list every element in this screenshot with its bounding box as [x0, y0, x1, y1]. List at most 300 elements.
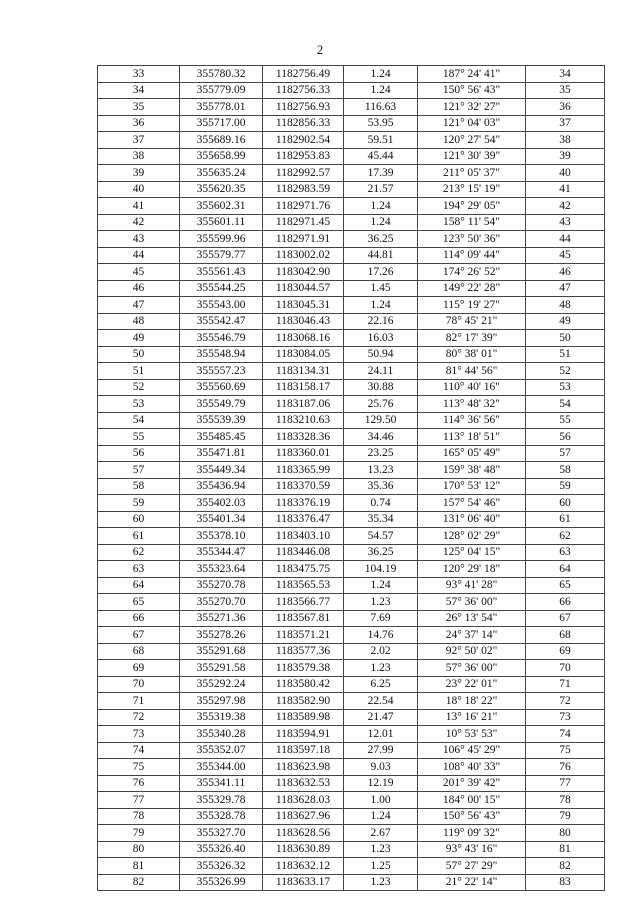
bearing-cell: 57° 36' 00" — [418, 660, 526, 677]
y-coordinate-cell: 1183628.56 — [263, 825, 344, 842]
point-number-cell: 55 — [98, 429, 180, 446]
point-number-cell: 70 — [98, 676, 180, 693]
x-coordinate-cell: 355292.24 — [180, 676, 263, 693]
bearing-cell: 57° 36' 00" — [418, 594, 526, 611]
bearing-cell: 165° 05' 49" — [418, 445, 526, 462]
bearing-cell: 10° 53' 53" — [418, 726, 526, 743]
bearing-cell: 211° 05' 37" — [418, 165, 526, 182]
point-number-cell: 69 — [98, 660, 180, 677]
y-coordinate-cell: 1183210.63 — [263, 412, 344, 429]
x-coordinate-cell: 355449.34 — [180, 462, 263, 479]
y-coordinate-cell: 1183475.75 — [263, 561, 344, 578]
point-number-cell: 81 — [98, 858, 180, 875]
bearing-cell: 158° 11' 54" — [418, 214, 526, 231]
point-number-cell: 68 — [98, 643, 180, 660]
y-coordinate-cell: 1183632.53 — [263, 775, 344, 792]
next-point-number-cell: 51 — [526, 346, 605, 363]
next-point-number-cell: 52 — [526, 363, 605, 380]
point-number-cell: 56 — [98, 445, 180, 462]
bearing-cell: 24° 37' 14" — [418, 627, 526, 644]
table-row — [98, 313, 605, 330]
y-coordinate-cell: 1183376.19 — [263, 495, 344, 512]
distance-cell: 1.00 — [344, 792, 418, 809]
next-point-number-cell: 67 — [526, 610, 605, 627]
next-point-number-cell: 80 — [526, 825, 605, 842]
y-coordinate-cell: 1183187.06 — [263, 396, 344, 413]
table-row — [98, 841, 605, 858]
point-number-cell: 35 — [98, 99, 180, 116]
distance-cell: 1.25 — [344, 858, 418, 875]
next-point-number-cell: 64 — [526, 561, 605, 578]
bearing-cell: 80° 38' 01" — [418, 346, 526, 363]
next-point-number-cell: 39 — [526, 148, 605, 165]
next-point-number-cell: 77 — [526, 775, 605, 792]
point-number-cell: 77 — [98, 792, 180, 809]
bearing-cell: 121° 30' 39" — [418, 148, 526, 165]
table-row — [98, 825, 605, 842]
point-number-cell: 54 — [98, 412, 180, 429]
y-coordinate-cell: 1183403.10 — [263, 528, 344, 545]
table-row — [98, 792, 605, 809]
distance-cell: 14.76 — [344, 627, 418, 644]
y-coordinate-cell: 1182971.76 — [263, 198, 344, 215]
distance-cell: 1.24 — [344, 808, 418, 825]
distance-cell: 104.19 — [344, 561, 418, 578]
table-row — [98, 643, 605, 660]
table-row — [98, 346, 605, 363]
next-point-number-cell: 72 — [526, 693, 605, 710]
y-coordinate-cell: 1183589.98 — [263, 709, 344, 726]
y-coordinate-cell: 1183084.05 — [263, 346, 344, 363]
distance-cell: 50.94 — [344, 346, 418, 363]
table-row — [98, 495, 605, 512]
next-point-number-cell: 40 — [526, 165, 605, 182]
next-point-number-cell: 48 — [526, 297, 605, 314]
bearing-cell: 82° 17' 39" — [418, 330, 526, 347]
y-coordinate-cell: 1183632.12 — [263, 858, 344, 875]
x-coordinate-cell: 355326.40 — [180, 841, 263, 858]
x-coordinate-cell: 355539.39 — [180, 412, 263, 429]
distance-cell: 1.24 — [344, 66, 418, 83]
point-number-cell: 51 — [98, 363, 180, 380]
table-row — [98, 429, 605, 446]
y-coordinate-cell: 1183565.53 — [263, 577, 344, 594]
bearing-cell: 13° 16' 21" — [418, 709, 526, 726]
x-coordinate-cell: 355319.38 — [180, 709, 263, 726]
distance-cell: 0.74 — [344, 495, 418, 512]
next-point-number-cell: 81 — [526, 841, 605, 858]
bearing-cell: 115° 19' 27" — [418, 297, 526, 314]
y-coordinate-cell: 1183567.81 — [263, 610, 344, 627]
bearing-cell: 121° 32' 27" — [418, 99, 526, 116]
distance-cell: 116.63 — [344, 99, 418, 116]
distance-cell: 1.24 — [344, 577, 418, 594]
bearing-cell: 119° 09' 32" — [418, 825, 526, 842]
table-row — [98, 462, 605, 479]
point-number-cell: 44 — [98, 247, 180, 264]
bearing-cell: 121° 04' 03" — [418, 115, 526, 132]
x-coordinate-cell: 355549.79 — [180, 396, 263, 413]
table-row — [98, 363, 605, 380]
point-number-cell: 53 — [98, 396, 180, 413]
y-coordinate-cell: 1182971.45 — [263, 214, 344, 231]
next-point-number-cell: 75 — [526, 742, 605, 759]
distance-cell: 59.51 — [344, 132, 418, 149]
distance-cell: 30.88 — [344, 379, 418, 396]
y-coordinate-cell: 1183446.08 — [263, 544, 344, 561]
point-number-cell: 57 — [98, 462, 180, 479]
x-coordinate-cell: 355599.96 — [180, 231, 263, 248]
next-point-number-cell: 43 — [526, 214, 605, 231]
next-point-number-cell: 66 — [526, 594, 605, 611]
y-coordinate-cell: 1183566.77 — [263, 594, 344, 611]
point-number-cell: 74 — [98, 742, 180, 759]
x-coordinate-cell: 355780.32 — [180, 66, 263, 83]
x-coordinate-cell: 355297.98 — [180, 693, 263, 710]
table-row — [98, 577, 605, 594]
bearing-cell: 78° 45' 21" — [418, 313, 526, 330]
x-coordinate-cell: 355543.00 — [180, 297, 263, 314]
table-row — [98, 148, 605, 165]
point-number-cell: 67 — [98, 627, 180, 644]
y-coordinate-cell: 1183360.01 — [263, 445, 344, 462]
bearing-cell: 120° 29' 18" — [418, 561, 526, 578]
table-row — [98, 775, 605, 792]
table-row — [98, 247, 605, 264]
next-point-number-cell: 45 — [526, 247, 605, 264]
point-number-cell: 79 — [98, 825, 180, 842]
x-coordinate-cell: 355635.24 — [180, 165, 263, 182]
table-row — [98, 99, 605, 116]
x-coordinate-cell: 355542.47 — [180, 313, 263, 330]
point-number-cell: 42 — [98, 214, 180, 231]
bearing-cell: 108° 40' 33" — [418, 759, 526, 776]
x-coordinate-cell: 355328.78 — [180, 808, 263, 825]
table-row — [98, 660, 605, 677]
point-number-cell: 75 — [98, 759, 180, 776]
point-number-cell: 39 — [98, 165, 180, 182]
table-row — [98, 396, 605, 413]
x-coordinate-cell: 355326.99 — [180, 874, 263, 891]
bearing-cell: 194° 29' 05" — [418, 198, 526, 215]
distance-cell: 23.25 — [344, 445, 418, 462]
table-row — [98, 66, 605, 83]
y-coordinate-cell: 1183046.43 — [263, 313, 344, 330]
next-point-number-cell: 71 — [526, 676, 605, 693]
y-coordinate-cell: 1183045.31 — [263, 297, 344, 314]
bearing-cell: 150° 56' 43" — [418, 808, 526, 825]
next-point-number-cell: 58 — [526, 462, 605, 479]
y-coordinate-cell: 1182756.93 — [263, 99, 344, 116]
point-number-cell: 33 — [98, 66, 180, 83]
x-coordinate-cell: 355471.81 — [180, 445, 263, 462]
x-coordinate-cell: 355270.70 — [180, 594, 263, 611]
bearing-cell: 174° 26' 52" — [418, 264, 526, 281]
bearing-cell: 110° 40' 16" — [418, 379, 526, 396]
y-coordinate-cell: 1183597.18 — [263, 742, 344, 759]
y-coordinate-cell: 1182856.33 — [263, 115, 344, 132]
bearing-cell: 125° 04' 15" — [418, 544, 526, 561]
y-coordinate-cell: 1183158.17 — [263, 379, 344, 396]
table-row — [98, 214, 605, 231]
table-row — [98, 693, 605, 710]
x-coordinate-cell: 355658.99 — [180, 148, 263, 165]
distance-cell: 9.03 — [344, 759, 418, 776]
next-point-number-cell: 38 — [526, 132, 605, 149]
table-row — [98, 610, 605, 627]
distance-cell: 1.23 — [344, 594, 418, 611]
next-point-number-cell: 65 — [526, 577, 605, 594]
point-number-cell: 36 — [98, 115, 180, 132]
y-coordinate-cell: 1183627.96 — [263, 808, 344, 825]
bearing-cell: 57° 27' 29" — [418, 858, 526, 875]
next-point-number-cell: 56 — [526, 429, 605, 446]
next-point-number-cell: 34 — [526, 66, 605, 83]
next-point-number-cell: 69 — [526, 643, 605, 660]
x-coordinate-cell: 355579.77 — [180, 247, 263, 264]
table-row — [98, 874, 605, 891]
next-point-number-cell: 36 — [526, 99, 605, 116]
x-coordinate-cell: 355327.70 — [180, 825, 263, 842]
distance-cell: 44.81 — [344, 247, 418, 264]
y-coordinate-cell: 1183328.36 — [263, 429, 344, 446]
next-point-number-cell: 46 — [526, 264, 605, 281]
y-coordinate-cell: 1183577.36 — [263, 643, 344, 660]
table-row — [98, 264, 605, 281]
x-coordinate-cell: 355402.03 — [180, 495, 263, 512]
distance-cell: 24.11 — [344, 363, 418, 380]
point-number-cell: 66 — [98, 610, 180, 627]
next-point-number-cell: 59 — [526, 478, 605, 495]
distance-cell: 22.54 — [344, 693, 418, 710]
bearing-cell: 159° 38' 48" — [418, 462, 526, 479]
y-coordinate-cell: 1182756.49 — [263, 66, 344, 83]
bearing-cell: 81° 44' 56" — [418, 363, 526, 380]
table-row — [98, 198, 605, 215]
y-coordinate-cell: 1182756.33 — [263, 82, 344, 99]
distance-cell: 1.24 — [344, 297, 418, 314]
bearing-cell: 201° 39' 42" — [418, 775, 526, 792]
table-row — [98, 445, 605, 462]
y-coordinate-cell: 1183376.47 — [263, 511, 344, 528]
table-row — [98, 561, 605, 578]
x-coordinate-cell: 355352.07 — [180, 742, 263, 759]
x-coordinate-cell: 355340.28 — [180, 726, 263, 743]
x-coordinate-cell: 355436.94 — [180, 478, 263, 495]
x-coordinate-cell: 355291.68 — [180, 643, 263, 660]
next-point-number-cell: 83 — [526, 874, 605, 891]
next-point-number-cell: 49 — [526, 313, 605, 330]
next-point-number-cell: 53 — [526, 379, 605, 396]
x-coordinate-cell: 355544.25 — [180, 280, 263, 297]
distance-cell: 25.76 — [344, 396, 418, 413]
table-row — [98, 742, 605, 759]
distance-cell: 16.03 — [344, 330, 418, 347]
y-coordinate-cell: 1183134.31 — [263, 363, 344, 380]
point-number-cell: 34 — [98, 82, 180, 99]
coordinates-table — [97, 65, 605, 891]
y-coordinate-cell: 1183628.03 — [263, 792, 344, 809]
y-coordinate-cell: 1182983.59 — [263, 181, 344, 198]
point-number-cell: 50 — [98, 346, 180, 363]
next-point-number-cell: 76 — [526, 759, 605, 776]
bearing-cell: 120° 27' 54" — [418, 132, 526, 149]
table-row — [98, 676, 605, 693]
y-coordinate-cell: 1183042.90 — [263, 264, 344, 281]
distance-cell: 17.39 — [344, 165, 418, 182]
point-number-cell: 45 — [98, 264, 180, 281]
next-point-number-cell: 70 — [526, 660, 605, 677]
x-coordinate-cell: 355341.11 — [180, 775, 263, 792]
next-point-number-cell: 42 — [526, 198, 605, 215]
x-coordinate-cell: 355291.58 — [180, 660, 263, 677]
y-coordinate-cell: 1183582.90 — [263, 693, 344, 710]
point-number-cell: 41 — [98, 198, 180, 215]
x-coordinate-cell: 355620.35 — [180, 181, 263, 198]
point-number-cell: 65 — [98, 594, 180, 611]
distance-cell: 2.02 — [344, 643, 418, 660]
table-row — [98, 528, 605, 545]
distance-cell: 35.34 — [344, 511, 418, 528]
x-coordinate-cell: 355378.10 — [180, 528, 263, 545]
bearing-cell: 114° 36' 56" — [418, 412, 526, 429]
x-coordinate-cell: 355485.45 — [180, 429, 263, 446]
bearing-cell: 187° 24' 41" — [418, 66, 526, 83]
x-coordinate-cell: 355271.36 — [180, 610, 263, 627]
distance-cell: 27.99 — [344, 742, 418, 759]
bearing-cell: 21° 22' 14" — [418, 874, 526, 891]
distance-cell: 13.23 — [344, 462, 418, 479]
y-coordinate-cell: 1183630.89 — [263, 841, 344, 858]
table-row — [98, 544, 605, 561]
y-coordinate-cell: 1183579.38 — [263, 660, 344, 677]
next-point-number-cell: 57 — [526, 445, 605, 462]
table-row — [98, 181, 605, 198]
y-coordinate-cell: 1182992.57 — [263, 165, 344, 182]
point-number-cell: 62 — [98, 544, 180, 561]
table-row — [98, 82, 605, 99]
x-coordinate-cell: 355779.09 — [180, 82, 263, 99]
x-coordinate-cell: 355778.01 — [180, 99, 263, 116]
point-number-cell: 38 — [98, 148, 180, 165]
table-row — [98, 594, 605, 611]
x-coordinate-cell: 355560.69 — [180, 379, 263, 396]
next-point-number-cell: 79 — [526, 808, 605, 825]
distance-cell: 54.57 — [344, 528, 418, 545]
y-coordinate-cell: 1183002.02 — [263, 247, 344, 264]
point-number-cell: 61 — [98, 528, 180, 545]
point-number-cell: 47 — [98, 297, 180, 314]
bearing-cell: 23° 22' 01" — [418, 676, 526, 693]
y-coordinate-cell: 1182953.83 — [263, 148, 344, 165]
next-point-number-cell: 60 — [526, 495, 605, 512]
y-coordinate-cell: 1182971.91 — [263, 231, 344, 248]
next-point-number-cell: 82 — [526, 858, 605, 875]
point-number-cell: 49 — [98, 330, 180, 347]
next-point-number-cell: 44 — [526, 231, 605, 248]
distance-cell: 1.23 — [344, 874, 418, 891]
bearing-cell: 106° 45' 29" — [418, 742, 526, 759]
bearing-cell: 114° 09' 44" — [418, 247, 526, 264]
y-coordinate-cell: 1183370.59 — [263, 478, 344, 495]
distance-cell: 7.69 — [344, 610, 418, 627]
next-point-number-cell: 78 — [526, 792, 605, 809]
table-row — [98, 165, 605, 182]
distance-cell: 53.95 — [344, 115, 418, 132]
point-number-cell: 82 — [98, 874, 180, 891]
bearing-cell: 93° 43' 16" — [418, 841, 526, 858]
distance-cell: 35.36 — [344, 478, 418, 495]
x-coordinate-cell: 355557.23 — [180, 363, 263, 380]
table-row — [98, 231, 605, 248]
distance-cell: 12.01 — [344, 726, 418, 743]
x-coordinate-cell: 355329.78 — [180, 792, 263, 809]
table-row — [98, 759, 605, 776]
bearing-cell: 213° 15' 19" — [418, 181, 526, 198]
distance-cell: 22.16 — [344, 313, 418, 330]
next-point-number-cell: 50 — [526, 330, 605, 347]
table-row — [98, 280, 605, 297]
next-point-number-cell: 74 — [526, 726, 605, 743]
next-point-number-cell: 68 — [526, 627, 605, 644]
bearing-cell: 113° 48' 32" — [418, 396, 526, 413]
distance-cell: 21.47 — [344, 709, 418, 726]
table-row — [98, 511, 605, 528]
bearing-cell: 131° 06' 40" — [418, 511, 526, 528]
distance-cell: 36.25 — [344, 544, 418, 561]
point-number-cell: 43 — [98, 231, 180, 248]
y-coordinate-cell: 1183580.42 — [263, 676, 344, 693]
point-number-cell: 71 — [98, 693, 180, 710]
point-number-cell: 63 — [98, 561, 180, 578]
coordinates-table-body — [98, 66, 605, 891]
x-coordinate-cell: 355323.64 — [180, 561, 263, 578]
next-point-number-cell: 63 — [526, 544, 605, 561]
y-coordinate-cell: 1182902.54 — [263, 132, 344, 149]
distance-cell: 12.19 — [344, 775, 418, 792]
next-point-number-cell: 73 — [526, 709, 605, 726]
y-coordinate-cell: 1183623.98 — [263, 759, 344, 776]
point-number-cell: 48 — [98, 313, 180, 330]
y-coordinate-cell: 1183365.99 — [263, 462, 344, 479]
y-coordinate-cell: 1183594.91 — [263, 726, 344, 743]
x-coordinate-cell: 355717.00 — [180, 115, 263, 132]
distance-cell: 6.25 — [344, 676, 418, 693]
point-number-cell: 58 — [98, 478, 180, 495]
y-coordinate-cell: 1183571.21 — [263, 627, 344, 644]
x-coordinate-cell: 355401.34 — [180, 511, 263, 528]
x-coordinate-cell: 355546.79 — [180, 330, 263, 347]
distance-cell: 1.23 — [344, 841, 418, 858]
y-coordinate-cell: 1183633.17 — [263, 874, 344, 891]
bearing-cell: 149° 22' 28" — [418, 280, 526, 297]
bearing-cell: 92° 50' 02" — [418, 643, 526, 660]
table-row — [98, 808, 605, 825]
distance-cell: 1.45 — [344, 280, 418, 297]
table-row — [98, 330, 605, 347]
bearing-cell: 18° 18' 22" — [418, 693, 526, 710]
table-row — [98, 709, 605, 726]
distance-cell: 21.57 — [344, 181, 418, 198]
next-point-number-cell: 62 — [526, 528, 605, 545]
table-row — [98, 412, 605, 429]
table-row — [98, 297, 605, 314]
bearing-cell: 157° 54' 46" — [418, 495, 526, 512]
point-number-cell: 76 — [98, 775, 180, 792]
distance-cell: 45.44 — [344, 148, 418, 165]
point-number-cell: 78 — [98, 808, 180, 825]
bearing-cell: 123° 50' 36" — [418, 231, 526, 248]
